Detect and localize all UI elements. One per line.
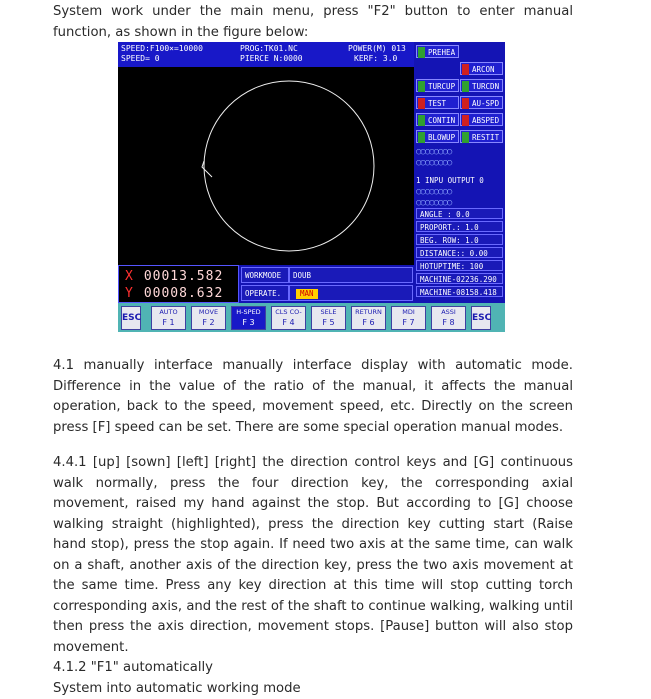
power-readout: POWER(M) 013 (348, 44, 406, 53)
softkey-label: ASSI (441, 308, 456, 316)
function-button-restit[interactable] (460, 130, 503, 143)
softkey-sele[interactable] (311, 306, 346, 330)
operate-mode-badge: MAN (296, 289, 318, 299)
y-axis-label: Y (125, 286, 134, 301)
lead-in-path (202, 161, 212, 177)
x-coordinate (125, 269, 223, 285)
function-button-label: ABSPED (472, 116, 499, 125)
speed-f-readout: SPEED:F100×=10000 (121, 44, 203, 53)
io-label: 1 INPU OUTPUT 0 (416, 176, 484, 185)
function-button-turcup[interactable] (416, 79, 459, 92)
operate-field (289, 285, 413, 301)
x-axis-label: X (125, 269, 134, 284)
softkey-assi[interactable] (431, 306, 466, 330)
softkey-function-key: F 3 (232, 317, 265, 328)
softkey-label: MDI (402, 308, 415, 316)
softkey-esc[interactable] (121, 306, 141, 330)
input-indicator-row: ○○○○○○○○ (416, 147, 451, 157)
softkey-bar (118, 303, 505, 332)
function-button-label: BLOWUP (428, 133, 455, 142)
function-button-label: AU-SPD (472, 99, 499, 108)
softkey-function-key: F 7 (392, 317, 425, 328)
function-button-test[interactable] (416, 96, 459, 109)
function-button-arcon[interactable] (460, 62, 503, 75)
section-4-1-2-title: 4.1.2 "F1" automatically (53, 658, 573, 679)
cnc-screenshot (118, 42, 505, 332)
x-coordinate-value: 00013.582 (144, 269, 223, 284)
section-4-1 (53, 356, 573, 438)
button-indicator-icon (418, 115, 425, 126)
softkey-function-key: F 2 (192, 317, 225, 328)
program-readout: PROG:TK01.NC (240, 44, 298, 53)
y-coordinate-value: 00008.632 (144, 286, 223, 301)
button-indicator-icon (418, 81, 425, 92)
section-4-1-text: 4.1 manually interface manually interface display with automatic mode. Difference in the value of the ratio of the manual, it affects the manual operation, back to the speed, movement speed, etc. Directly on the screen press [F] speed can be set. There are some special operation manual modes. (53, 356, 573, 438)
button-indicator-icon (462, 132, 469, 143)
softkey-mdi[interactable] (391, 306, 426, 330)
input-indicator-row: ○○○○○○○○ (416, 158, 451, 168)
softkey-label: MOVE (199, 308, 218, 316)
softkey-function-key: F 6 (352, 317, 385, 328)
intro-paragraph (53, 2, 573, 43)
function-button-prehea[interactable] (416, 45, 459, 58)
section-4-4-1 (53, 453, 573, 699)
intro-text: System work under the main menu, press "F2" button to enter manual function, as shown in the figure below: (53, 2, 573, 43)
function-button-label: TEST (428, 99, 446, 108)
parameter-readout: ANGLE : 0.0 (416, 208, 503, 219)
function-button-contin[interactable] (416, 113, 459, 126)
softkey-function-key: F 4 (272, 317, 305, 328)
softkey-function-key: F 8 (432, 317, 465, 328)
operate-label: OPERATE. (241, 285, 289, 301)
function-button-blowup[interactable] (416, 130, 459, 143)
output-indicator-row: ○○○○○○○○ (416, 198, 451, 208)
function-button-label: PREHEA (428, 48, 455, 57)
softkey-function-key: F 1 (152, 317, 185, 328)
softkey-return[interactable] (351, 306, 386, 330)
button-indicator-icon (462, 81, 469, 92)
button-indicator-icon (418, 98, 425, 109)
pierce-readout: PIERCE N:0000 (240, 54, 303, 63)
function-button-au-spd[interactable] (460, 96, 503, 109)
parameter-readout: HOTUPTIME: 100 (416, 260, 503, 271)
kerf-readout: KERF: 3.0 (354, 54, 397, 63)
parameter-readout: PROPORT.: 1.0 (416, 221, 503, 232)
coordinate-display (118, 265, 239, 303)
workmode-value: DOUB (289, 267, 413, 283)
function-button-label: ARCON (472, 65, 495, 74)
cut-path-circle (204, 81, 374, 251)
function-button-label: TURCUP (428, 82, 455, 91)
drawing-area (118, 67, 414, 265)
output-indicator-row: ○○○○○○○○ (416, 187, 451, 197)
softkey-label: ESC (472, 313, 491, 323)
button-indicator-icon (418, 47, 425, 58)
status-header (118, 42, 414, 67)
softkey-label: AUTO (159, 308, 177, 316)
softkey-h-sped[interactable] (231, 306, 266, 330)
softkey-label: H-SPED (236, 308, 260, 316)
button-indicator-icon (462, 115, 469, 126)
section-4-4-1-text: 4.4.1 [up] [sown] [left] [right] the direction control keys and [G] continuous walk normally, press the four direction key, the corresponding axial movement, raised my hand against the stop. But according to [G] choose walking straight (highlighted), press the direction key cutting start (Raise hand stop), press the stop again. If need two axis at the same time, can walk on a shaft, another axis of the direction key, press the two axis movement at the same time. Press any key direction at this time will stop cutting torch corresponding axis, and the rest of the shaft to continue walking, walking until then press the axis direction, movement stops. [Pause] button will also stop movement. (53, 453, 573, 658)
softkey-label: SELE (321, 308, 337, 316)
softkey-cls-co[interactable] (271, 306, 306, 330)
softkey-function-key: F 5 (312, 317, 345, 328)
speed-readout: SPEED= 0 (121, 54, 160, 63)
function-button-label: TURCDN (472, 82, 499, 91)
workmode-label: WORKMODE (241, 267, 289, 283)
parameter-readout: MACHINE-02236.290 (416, 273, 503, 284)
cut-path-drawing (118, 67, 414, 265)
parameter-readout: DISTANCE:: 0.00 (416, 247, 503, 258)
function-button-turcdn[interactable] (460, 79, 503, 92)
softkey-label: CLS CO- (275, 308, 302, 316)
y-coordinate (125, 286, 223, 302)
softkey-auto[interactable] (151, 306, 186, 330)
softkey-label: RETURN (355, 308, 382, 316)
button-indicator-icon (418, 132, 425, 143)
softkey-esc[interactable] (471, 306, 491, 330)
button-indicator-icon (462, 64, 469, 75)
function-button-label: RESTIT (472, 133, 499, 142)
softkey-move[interactable] (191, 306, 226, 330)
function-button-label: CONTIN (428, 116, 455, 125)
function-button-absped[interactable] (460, 113, 503, 126)
softkey-label: ESC (122, 313, 141, 323)
section-4-1-2-body: System into automatic working mode (53, 679, 573, 699)
parameter-readout: BEG. ROW: 1.0 (416, 234, 503, 245)
parameter-readout: MACHINE-08158.418 (416, 286, 503, 297)
button-indicator-icon (462, 98, 469, 109)
